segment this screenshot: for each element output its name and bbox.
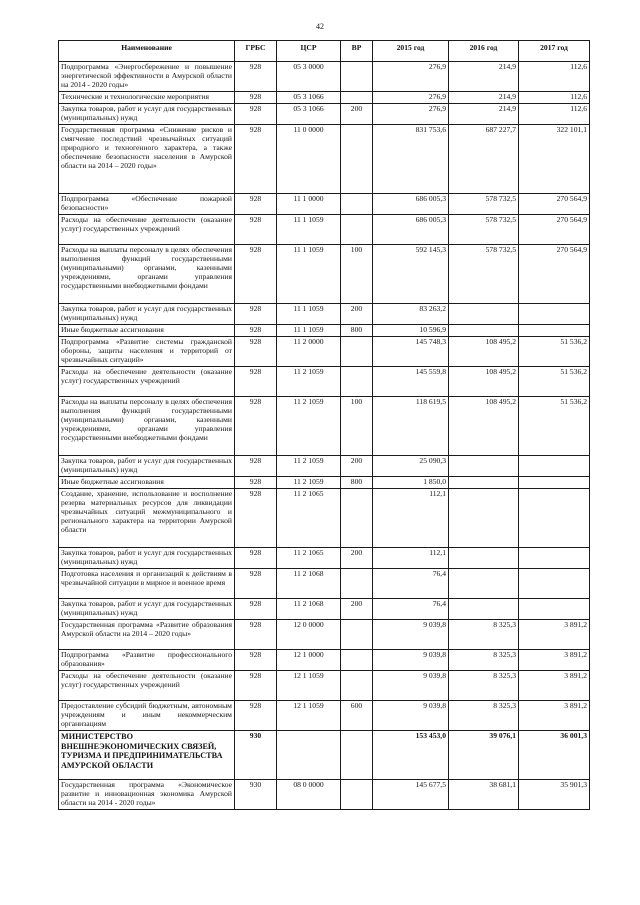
- row-2015-cell: 118 619,5: [373, 396, 449, 455]
- row-grbs-cell: 928: [235, 455, 277, 476]
- row-2017-cell: 3 891,2: [519, 700, 590, 730]
- row-csr-cell: 08 0 0000: [277, 779, 341, 809]
- row-grbs-cell: 928: [235, 324, 277, 336]
- header-vr: ВР: [341, 41, 373, 62]
- row-grbs-cell: 928: [235, 700, 277, 730]
- row-grbs-cell: 928: [235, 619, 277, 649]
- row-2017-cell: [519, 547, 590, 568]
- row-vr-cell: 200: [341, 455, 373, 476]
- table-row: [59, 488, 590, 547]
- row-2017-cell: [519, 303, 590, 324]
- row-name-cell: Расходы на выплаты персоналу в целях обеспечения выполнения функций государственными (муниципальными) органами, казенными учреждениями, органами управления государственными внебюджетными фондами: [59, 396, 235, 455]
- table-row: [59, 62, 590, 92]
- row-2015-cell: 276,9: [373, 103, 449, 124]
- row-2017-cell: 270 564,9: [519, 214, 590, 244]
- row-vr-cell: [341, 649, 373, 670]
- row-name-cell: Государственная программа «Экономическое развитие и инновационная экономика Амурской области на 2014 - 2020 годы»: [59, 779, 235, 809]
- row-2016-cell: [449, 488, 519, 547]
- row-2017-cell: [519, 598, 590, 619]
- row-2015-cell: 831 753,6: [373, 124, 449, 193]
- row-2017-cell: 36 001,3: [519, 730, 590, 779]
- row-2016-cell: 578 732,5: [449, 214, 519, 244]
- row-vr-cell: 200: [341, 303, 373, 324]
- row-2016-cell: 578 732,5: [449, 193, 519, 214]
- row-2016-cell: [449, 598, 519, 619]
- table-row: [59, 779, 590, 809]
- table-row: [59, 124, 590, 193]
- row-name-cell: Подпрограмма «Развитие профессионального образования»: [59, 649, 235, 670]
- row-2017-cell: 270 564,9: [519, 244, 590, 303]
- row-csr-cell: 11 2 1068: [277, 568, 341, 598]
- row-name-cell: Государственная программа «Снижение рисков и смягчение последствий чрезвычайных ситуаций природного и техногенного характера, а также обеспечение безопасности населения в Амурской области на 2014 – 2020 годы»: [59, 124, 235, 193]
- row-vr-cell: [341, 336, 373, 366]
- row-csr-cell: 11 2 1065: [277, 488, 341, 547]
- row-grbs-cell: 928: [235, 303, 277, 324]
- row-vr-cell: [341, 568, 373, 598]
- row-2015-cell: 686 005,3: [373, 214, 449, 244]
- row-csr-cell: 11 1 1059: [277, 303, 341, 324]
- table-body: [59, 62, 590, 810]
- row-vr-cell: 600: [341, 700, 373, 730]
- row-2017-cell: 270 564,9: [519, 193, 590, 214]
- row-grbs-cell: 928: [235, 103, 277, 124]
- row-2016-cell: 214,9: [449, 62, 519, 92]
- row-2017-cell: [519, 455, 590, 476]
- row-2017-cell: 51 536,2: [519, 366, 590, 396]
- row-name-cell: Подпрограмма «Энергосбережение и повышение энергетической эффективности в Амурской области на 2014 - 2020 годы»: [59, 62, 235, 92]
- row-2016-cell: 38 681,1: [449, 779, 519, 809]
- row-vr-cell: [341, 193, 373, 214]
- row-vr-cell: 800: [341, 476, 373, 488]
- row-vr-cell: 200: [341, 103, 373, 124]
- table-row: [59, 324, 590, 336]
- row-2015-cell: 592 145,3: [373, 244, 449, 303]
- row-grbs-cell: 928: [235, 649, 277, 670]
- row-csr-cell: 11 1 1059: [277, 324, 341, 336]
- table-row: [59, 103, 590, 124]
- row-2016-cell: 8 325,3: [449, 670, 519, 700]
- table-row: [59, 700, 590, 730]
- row-grbs-cell: 928: [235, 598, 277, 619]
- row-grbs-cell: 928: [235, 124, 277, 193]
- row-2015-cell: 9 039,8: [373, 649, 449, 670]
- row-2016-cell: [449, 547, 519, 568]
- row-vr-cell: [341, 214, 373, 244]
- row-2017-cell: [519, 488, 590, 547]
- row-2015-cell: 145 677,5: [373, 779, 449, 809]
- header-2017: 2017 год: [519, 41, 590, 62]
- row-name-cell: Закупка товаров, работ и услуг для государственных (муниципальных) нужд: [59, 103, 235, 124]
- row-grbs-cell: 928: [235, 244, 277, 303]
- row-csr-cell: 11 2 1068: [277, 598, 341, 619]
- row-name-cell: Предоставление субсидий бюджетным, автономным учреждениям и иным некоммерческим организациям: [59, 700, 235, 730]
- row-2017-cell: 51 536,2: [519, 396, 590, 455]
- row-2016-cell: 214,9: [449, 92, 519, 104]
- row-csr-cell: 11 1 1059: [277, 214, 341, 244]
- row-name-cell: Создание, хранение, использование и восполнение резерва материальных ресурсов для ликвидации чрезвычайных ситуаций межмуниципального и регионального характера на территории Амурской области: [59, 488, 235, 547]
- row-csr-cell: 11 2 1059: [277, 366, 341, 396]
- row-csr-cell: 05 3 1066: [277, 103, 341, 124]
- page-number: 42: [316, 22, 324, 31]
- table-row: [59, 568, 590, 598]
- row-2015-cell: 9 039,8: [373, 619, 449, 649]
- row-csr-cell: 11 0 0000: [277, 124, 341, 193]
- row-2017-cell: [519, 324, 590, 336]
- row-2016-cell: 8 325,3: [449, 649, 519, 670]
- row-name-cell: Иные бюджетные ассигнования: [59, 324, 235, 336]
- row-2015-cell: 25 090,3: [373, 455, 449, 476]
- table-row: [59, 476, 590, 488]
- row-name-cell: Закупка товаров, работ и услуг для государственных (муниципальных) нужд: [59, 598, 235, 619]
- row-name-cell: Государственная программа «Развитие образования Амурской области на 2014 – 2020 годы»: [59, 619, 235, 649]
- table-row: [59, 598, 590, 619]
- row-vr-cell: 800: [341, 324, 373, 336]
- row-vr-cell: 100: [341, 244, 373, 303]
- row-vr-cell: [341, 779, 373, 809]
- table-row: [59, 303, 590, 324]
- row-csr-cell: 12 1 1059: [277, 670, 341, 700]
- row-grbs-cell: 928: [235, 193, 277, 214]
- row-2017-cell: 112,6: [519, 92, 590, 104]
- row-vr-cell: 100: [341, 396, 373, 455]
- row-2015-cell: 76,4: [373, 568, 449, 598]
- row-2015-cell: 276,9: [373, 92, 449, 104]
- table-row: [59, 214, 590, 244]
- row-vr-cell: 200: [341, 547, 373, 568]
- table-row: [59, 649, 590, 670]
- row-grbs-cell: 930: [235, 779, 277, 809]
- row-name-cell: Расходы на обеспечение деятельности (оказание услуг) государственных учреждений: [59, 670, 235, 700]
- row-2017-cell: 3 891,2: [519, 670, 590, 700]
- row-2016-cell: 108 495,2: [449, 366, 519, 396]
- row-2015-cell: 112,1: [373, 547, 449, 568]
- row-2016-cell: 8 325,3: [449, 619, 519, 649]
- table-header-row: [59, 41, 590, 62]
- row-grbs-cell: 928: [235, 476, 277, 488]
- row-2017-cell: 3 891,2: [519, 619, 590, 649]
- row-name-cell: Подпрограмма «Развитие системы гражданской обороны, защиты населения и территорий от чрезвычайных ситуаций»: [59, 336, 235, 366]
- row-2015-cell: 10 596,9: [373, 324, 449, 336]
- row-2016-cell: 687 227,7: [449, 124, 519, 193]
- row-csr-cell: 12 1 0000: [277, 649, 341, 670]
- row-2015-cell: 145 748,3: [373, 336, 449, 366]
- table-row: [59, 455, 590, 476]
- row-name-cell: МИНИСТЕРСТВО ВНЕШНЕЭКОНОМИЧЕСКИХ СВЯЗЕЙ, ТУРИЗМА И ПРЕДПРИНИМАТЕЛЬСТВА АМУРСКОЙ ОБЛАСТИ: [59, 730, 235, 779]
- row-vr-cell: [341, 730, 373, 779]
- row-2016-cell: 8 325,3: [449, 700, 519, 730]
- table-row: [59, 92, 590, 104]
- row-grbs-cell: 928: [235, 62, 277, 92]
- row-2017-cell: [519, 476, 590, 488]
- row-grbs-cell: 928: [235, 670, 277, 700]
- row-grbs-cell: 928: [235, 396, 277, 455]
- row-vr-cell: 200: [341, 598, 373, 619]
- row-2015-cell: 76,4: [373, 598, 449, 619]
- row-grbs-cell: 928: [235, 92, 277, 104]
- row-2015-cell: 686 005,3: [373, 193, 449, 214]
- row-2017-cell: 322 101,1: [519, 124, 590, 193]
- table-row: [59, 730, 590, 779]
- header-2016: 2016 год: [449, 41, 519, 62]
- header-csr: ЦСР: [277, 41, 341, 62]
- row-grbs-cell: 928: [235, 568, 277, 598]
- row-2016-cell: 108 495,2: [449, 336, 519, 366]
- table-row: [59, 619, 590, 649]
- row-2016-cell: [449, 476, 519, 488]
- row-2015-cell: 276,9: [373, 62, 449, 92]
- row-2016-cell: [449, 324, 519, 336]
- row-2015-cell: 153 453,0: [373, 730, 449, 779]
- row-name-cell: Подготовка населения и организаций к действиям в чрезвычайной ситуации в мирное и военное время: [59, 568, 235, 598]
- row-vr-cell: [341, 488, 373, 547]
- row-2016-cell: 578 732,5: [449, 244, 519, 303]
- row-2015-cell: 1 850,0: [373, 476, 449, 488]
- row-csr-cell: 11 1 0000: [277, 193, 341, 214]
- row-2016-cell: 39 076,1: [449, 730, 519, 779]
- table-row: [59, 244, 590, 303]
- table-row: [59, 336, 590, 366]
- row-grbs-cell: 928: [235, 336, 277, 366]
- row-csr-cell: 11 2 1059: [277, 455, 341, 476]
- row-2015-cell: 9 039,8: [373, 700, 449, 730]
- row-vr-cell: [341, 124, 373, 193]
- row-vr-cell: [341, 366, 373, 396]
- row-csr-cell: 05 3 0000: [277, 62, 341, 92]
- row-2017-cell: 112,6: [519, 103, 590, 124]
- row-grbs-cell: 928: [235, 214, 277, 244]
- row-2017-cell: 35 901,3: [519, 779, 590, 809]
- row-name-cell: Расходы на обеспечение деятельности (оказание услуг) государственных учреждений: [59, 214, 235, 244]
- row-csr-cell: 11 2 1059: [277, 476, 341, 488]
- row-name-cell: Технические и технологические мероприятия: [59, 92, 235, 104]
- row-name-cell: Закупка товаров, работ и услуг для государственных (муниципальных) нужд: [59, 303, 235, 324]
- table-row: [59, 193, 590, 214]
- row-csr-cell: 12 0 0000: [277, 619, 341, 649]
- row-2015-cell: 145 559,8: [373, 366, 449, 396]
- row-2017-cell: 51 536,2: [519, 336, 590, 366]
- row-vr-cell: [341, 670, 373, 700]
- row-name-cell: Расходы на обеспечение деятельности (оказание услуг) государственных учреждений: [59, 366, 235, 396]
- row-csr-cell: 11 1 1059: [277, 244, 341, 303]
- row-csr-cell: 05 3 1066: [277, 92, 341, 104]
- row-name-cell: Подпрограмма «Обеспечение пожарной безопасности»: [59, 193, 235, 214]
- row-2016-cell: [449, 303, 519, 324]
- row-2015-cell: 83 263,2: [373, 303, 449, 324]
- row-csr-cell: [277, 730, 341, 779]
- table-row: [59, 396, 590, 455]
- row-grbs-cell: 928: [235, 547, 277, 568]
- row-name-cell: Закупка товаров, работ и услуг для государственных (муниципальных) нужд: [59, 455, 235, 476]
- row-grbs-cell: 928: [235, 488, 277, 547]
- table-row: [59, 366, 590, 396]
- row-vr-cell: [341, 92, 373, 104]
- row-name-cell: Закупка товаров, работ и услуг для государственных (муниципальных) нужд: [59, 547, 235, 568]
- header-grbs: ГРБС: [235, 41, 277, 62]
- row-grbs-cell: 930: [235, 730, 277, 779]
- row-2017-cell: [519, 568, 590, 598]
- row-csr-cell: 11 2 1065: [277, 547, 341, 568]
- budget-table: [58, 40, 590, 810]
- row-csr-cell: 12 1 1059: [277, 700, 341, 730]
- row-2016-cell: 214,9: [449, 103, 519, 124]
- row-2017-cell: 112,6: [519, 62, 590, 92]
- header-name: Наименование: [59, 41, 235, 62]
- row-vr-cell: [341, 62, 373, 92]
- row-grbs-cell: 928: [235, 366, 277, 396]
- row-2017-cell: 3 891,2: [519, 649, 590, 670]
- row-csr-cell: 11 2 1059: [277, 396, 341, 455]
- row-vr-cell: [341, 619, 373, 649]
- row-name-cell: Расходы на выплаты персоналу в целях обеспечения выполнения функций государственными (муниципальными) органами, казенными учреждениями, органами управления государственными внебюджетными фондами: [59, 244, 235, 303]
- header-2015: 2015 год: [373, 41, 449, 62]
- row-2016-cell: [449, 455, 519, 476]
- table-row: [59, 670, 590, 700]
- row-2015-cell: 9 039,8: [373, 670, 449, 700]
- row-2016-cell: 108 495,2: [449, 396, 519, 455]
- row-csr-cell: 11 2 0000: [277, 336, 341, 366]
- table-row: [59, 547, 590, 568]
- row-name-cell: Иные бюджетные ассигнования: [59, 476, 235, 488]
- row-2015-cell: 112,1: [373, 488, 449, 547]
- row-2016-cell: [449, 568, 519, 598]
